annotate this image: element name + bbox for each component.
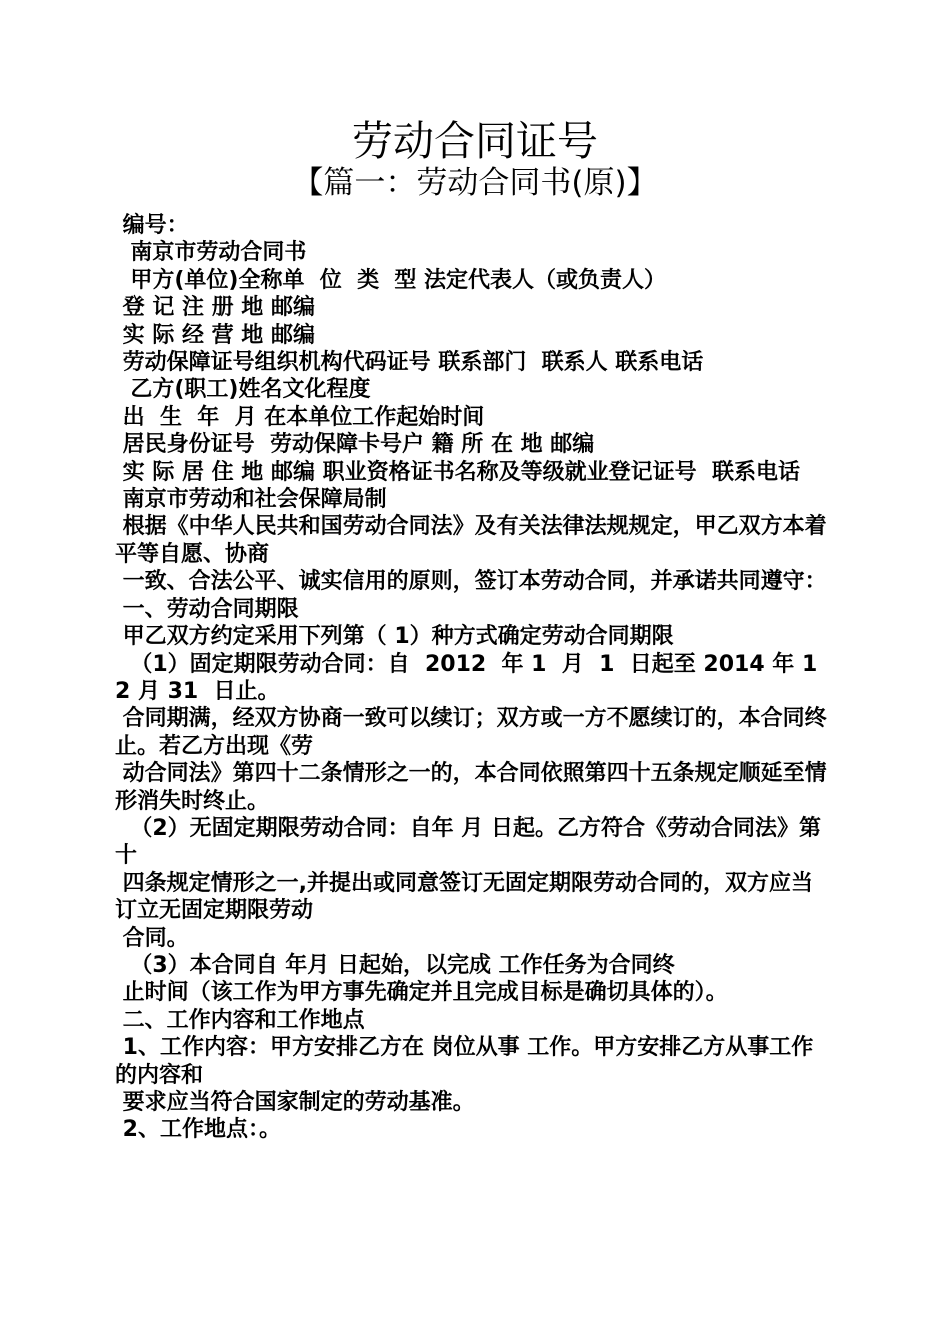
body-line: 乙方(职工)姓名文化程度 <box>115 377 371 403</box>
document-subtitle: 【篇一：劳动合同书(原)】 <box>292 165 658 201</box>
body-line: 一致、合法公平、诚实信用的原则，签订本劳动合同，并承诺共同遵守： <box>115 569 827 595</box>
body-line: 止时间（该工作为甲方事先确定并且完成目标是确切具体的）。 <box>115 980 728 1006</box>
body-line: （3）本合同自 年月 日起始，以完成 工作任务为合同终 <box>115 952 675 978</box>
body-line: 根据《中华人民共和国劳动合同法》及有关法律法规规定，甲乙双方本着平等自愿、协商 <box>115 514 827 567</box>
body-line: 南京市劳动合同书 <box>115 240 307 266</box>
body-line: 出 生 年 月 在本单位工作起始时间 <box>115 404 485 430</box>
body-line: （1）固定期限劳动合同：自 2012 年 1 月 1 日起至 2014 年 12 月 31 日止。 <box>115 651 818 704</box>
body-line: （2）无固定期限劳动合同：自年 月 日起。乙方符合《劳动合同法》第十 <box>115 815 821 869</box>
body-line: 动合同法》第四十二条情形之一的，本合同依照第四十五条规定顺延至情形消失时终止。 <box>115 761 827 814</box>
body-line: 2、工作地点：。 <box>115 1117 281 1143</box>
body-line: 二、工作内容和工作地点 <box>115 1007 365 1033</box>
document-body <box>115 212 827 1144</box>
body-line: 合同。 <box>115 925 189 951</box>
body-line: 四条规定情形之一,并提出或同意签订无固定期限劳动合同的，双方应当订立无固定期限劳动 <box>115 870 814 924</box>
body-line: 编号： <box>115 213 189 238</box>
document-title: 劳动合同证号 <box>352 117 598 165</box>
body-line: 登 记 注 册 地 邮编 <box>115 295 315 321</box>
body-line: 要求应当符合国家制定的劳动基准。 <box>115 1090 475 1115</box>
body-line: 一、劳动合同期限 <box>115 596 299 622</box>
body-line: 合同期满，经双方协商一致可以续订；双方或一方不愿续订的，本合同终止。若乙方出现《劳 <box>115 706 827 759</box>
body-line: 南京市劳动和社会保障局制 <box>115 487 387 513</box>
body-line: 实 际 居 住 地 邮编 职业资格证书名称及等级就业登记证号 联系电话 <box>115 459 800 485</box>
body-line: 1、工作内容：甲方安排乙方在 岗位从事 工作。甲方安排乙方从事工作的内容和 <box>115 1035 814 1088</box>
body-line: 甲乙双方约定采用下列第（ 1）种方式确定劳动合同期限 <box>115 624 674 650</box>
body-line: 劳动保障证号组织机构代码证号 联系部门 联系人 联系电话 <box>115 350 704 376</box>
body-line: 实 际 经 营 地 邮编 <box>115 322 315 348</box>
body-line: 居民身份证号 劳动保障卡号户 籍 所 在 地 邮编 <box>115 432 595 458</box>
body-line: 甲方(单位)全称单 位 类 型 法定代表人（或负责人） <box>115 267 667 293</box>
